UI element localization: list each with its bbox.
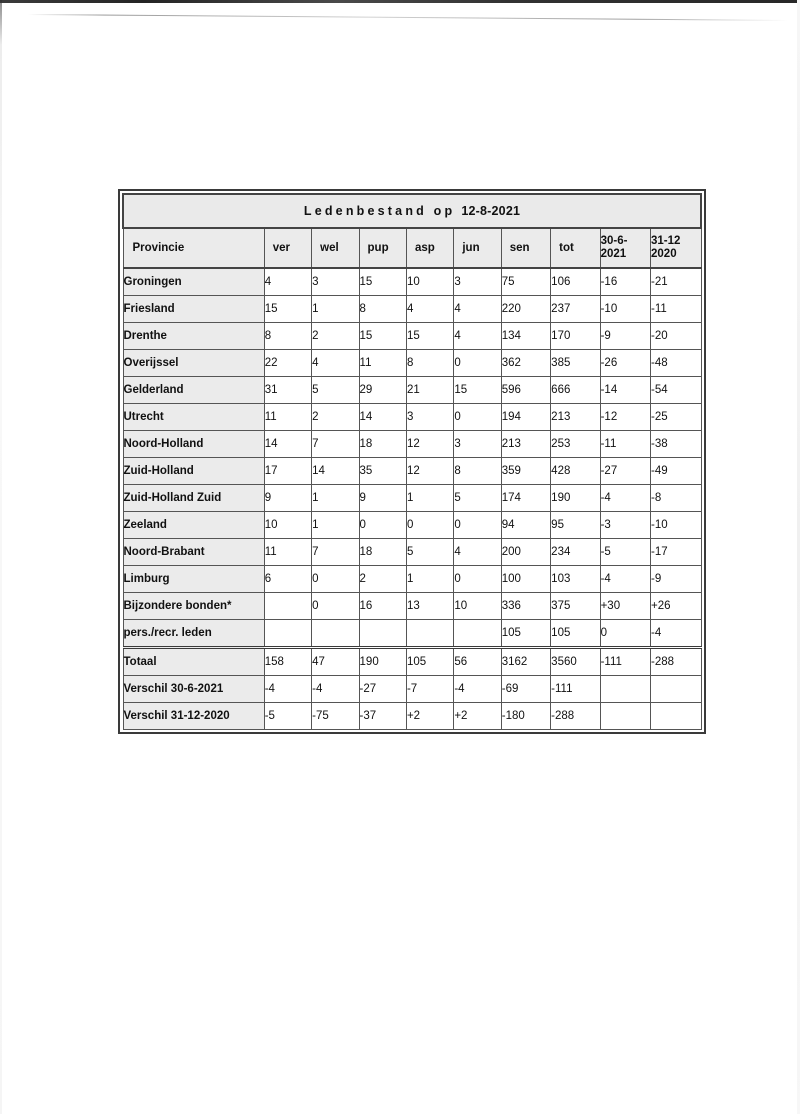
cell-pup: 11	[359, 350, 406, 377]
cell-jun: 0	[454, 350, 501, 377]
cell-pup: -27	[359, 676, 406, 703]
table-row	[123, 404, 701, 431]
cell-sen: 94	[501, 512, 550, 539]
cell-tot: 95	[551, 512, 600, 539]
cell-jun: -4	[454, 676, 501, 703]
cell-jun	[454, 620, 501, 648]
column-header-pup: pup	[359, 228, 406, 268]
cell-ver: 10	[264, 512, 311, 539]
cell-sen: 359	[501, 458, 550, 485]
column-header-provincie: Provincie	[123, 228, 264, 268]
cell-jun: 5	[454, 485, 501, 512]
cell-cmp2: -10	[651, 512, 701, 539]
cell-tot: 105	[551, 620, 600, 648]
cell-sen: 220	[501, 296, 550, 323]
cell-wel	[312, 620, 359, 648]
cell-pup	[359, 620, 406, 648]
cell-ver	[264, 620, 311, 648]
cell-ver: 8	[264, 323, 311, 350]
cell-ver: 11	[264, 539, 311, 566]
cell-tot: 106	[551, 268, 600, 296]
cell-pup: 2	[359, 566, 406, 593]
cell-cmp2: -21	[651, 268, 701, 296]
cell-ver: 15	[264, 296, 311, 323]
cell-pup: 15	[359, 323, 406, 350]
row-label: Friesland	[123, 296, 264, 323]
cell-wel: 2	[312, 323, 359, 350]
column-header-cmp2	[651, 228, 701, 268]
cell-cmp2: -9	[651, 566, 701, 593]
table-row	[123, 485, 701, 512]
table-row	[123, 620, 701, 648]
cell-pup: 14	[359, 404, 406, 431]
cell-pup: 18	[359, 539, 406, 566]
cell-wel: 47	[312, 648, 359, 676]
cell-wel: -75	[312, 703, 359, 730]
cell-asp: 105	[406, 648, 453, 676]
members-table	[122, 193, 702, 730]
cell-jun: 3	[454, 268, 501, 296]
scan-left-edge-artifact	[0, 0, 2, 1114]
cell-tot: 3560	[551, 648, 600, 676]
cell-tot: 213	[551, 404, 600, 431]
cell-cmp2: -288	[651, 648, 701, 676]
cell-cmp2: -17	[651, 539, 701, 566]
table-header-row	[123, 228, 701, 268]
cell-cmp2: -48	[651, 350, 701, 377]
cell-wel: 1	[312, 512, 359, 539]
cell-pup: 0	[359, 512, 406, 539]
table-row	[123, 676, 701, 703]
column-header-line2: 2020	[651, 248, 677, 260]
cell-cmp1: +30	[600, 593, 650, 620]
cell-jun: 3	[454, 431, 501, 458]
table-row	[123, 703, 701, 730]
cell-jun: 4	[454, 323, 501, 350]
cell-tot: 190	[551, 485, 600, 512]
row-label: Drenthe	[123, 323, 264, 350]
cell-sen: 75	[501, 268, 550, 296]
cell-ver: 31	[264, 377, 311, 404]
cell-asp: 15	[406, 323, 453, 350]
cell-tot: -111	[551, 676, 600, 703]
row-label: Bijzondere bonden*	[123, 593, 264, 620]
table-title-label: Ledenbestand op	[303, 204, 456, 218]
row-label: Utrecht	[123, 404, 264, 431]
cell-asp: -7	[406, 676, 453, 703]
cell-pup: 18	[359, 431, 406, 458]
cell-jun: 0	[454, 512, 501, 539]
cell-pup: 35	[359, 458, 406, 485]
cell-cmp1: -16	[600, 268, 650, 296]
cell-sen: 200	[501, 539, 550, 566]
cell-cmp1: -9	[600, 323, 650, 350]
row-label: Verschil 30-6-2021	[123, 676, 264, 703]
cell-pup: 15	[359, 268, 406, 296]
cell-wel: 5	[312, 377, 359, 404]
table-row	[123, 648, 701, 676]
cell-ver: 17	[264, 458, 311, 485]
column-header-line1: 30-6-	[600, 234, 628, 247]
column-header-tot: tot	[551, 228, 600, 268]
cell-ver: 6	[264, 566, 311, 593]
cell-ver: 4	[264, 268, 311, 296]
cell-wel: 7	[312, 539, 359, 566]
cell-jun: 8	[454, 458, 501, 485]
cell-sen: 362	[501, 350, 550, 377]
cell-pup: 190	[359, 648, 406, 676]
row-label: Zuid-Holland	[123, 458, 264, 485]
column-header-sen: sen	[501, 228, 550, 268]
cell-wel: 0	[312, 566, 359, 593]
cell-sen: 213	[501, 431, 550, 458]
cell-tot: 385	[551, 350, 600, 377]
table-row	[123, 566, 701, 593]
cell-cmp1: -27	[600, 458, 650, 485]
table-row	[123, 512, 701, 539]
cell-jun: 10	[454, 593, 501, 620]
cell-tot: 170	[551, 323, 600, 350]
cell-cmp1: -12	[600, 404, 650, 431]
row-label: Gelderland	[123, 377, 264, 404]
cell-cmp1: -11	[600, 431, 650, 458]
cell-ver: 9	[264, 485, 311, 512]
table-row	[123, 458, 701, 485]
cell-pup: 16	[359, 593, 406, 620]
column-header-jun: jun	[454, 228, 501, 268]
cell-jun: 0	[454, 566, 501, 593]
cell-wel: 2	[312, 404, 359, 431]
cell-pup: 8	[359, 296, 406, 323]
cell-cmp2: -11	[651, 296, 701, 323]
row-label: Totaal	[123, 648, 264, 676]
cell-cmp2: -4	[651, 620, 701, 648]
cell-asp	[406, 620, 453, 648]
cell-sen: -180	[501, 703, 550, 730]
row-label: Noord-Holland	[123, 431, 264, 458]
cell-ver: 158	[264, 648, 311, 676]
table-title-row	[123, 194, 701, 228]
cell-jun: +2	[454, 703, 501, 730]
table-row	[123, 377, 701, 404]
cell-wel: 14	[312, 458, 359, 485]
cell-wel: 1	[312, 485, 359, 512]
cell-asp: 10	[406, 268, 453, 296]
column-header-asp: asp	[406, 228, 453, 268]
cell-asp: 8	[406, 350, 453, 377]
cell-cmp2	[651, 676, 701, 703]
cell-ver: -5	[264, 703, 311, 730]
cell-cmp1: -26	[600, 350, 650, 377]
row-label: Zuid-Holland Zuid	[123, 485, 264, 512]
column-header-wel: wel	[312, 228, 359, 268]
column-header-ver: ver	[264, 228, 311, 268]
cell-asp: 13	[406, 593, 453, 620]
cell-tot: 234	[551, 539, 600, 566]
cell-tot: -288	[551, 703, 600, 730]
cell-wel: 0	[312, 593, 359, 620]
cell-asp: 1	[406, 485, 453, 512]
cell-tot: 428	[551, 458, 600, 485]
cell-ver: 11	[264, 404, 311, 431]
cell-tot: 375	[551, 593, 600, 620]
cell-jun: 4	[454, 539, 501, 566]
members-table-body	[123, 194, 701, 730]
row-label: Zeeland	[123, 512, 264, 539]
table-row	[123, 539, 701, 566]
cell-sen: 194	[501, 404, 550, 431]
cell-asp: 3	[406, 404, 453, 431]
cell-cmp1: -4	[600, 566, 650, 593]
column-header-line1: 31-12	[651, 234, 681, 247]
row-label: pers./recr. leden	[123, 620, 264, 648]
cell-sen: 174	[501, 485, 550, 512]
row-label: Limburg	[123, 566, 264, 593]
cell-wel: -4	[312, 676, 359, 703]
scan-top-edge-artifact	[0, 0, 800, 3]
cell-ver: -4	[264, 676, 311, 703]
cell-cmp2: -20	[651, 323, 701, 350]
cell-wel: 4	[312, 350, 359, 377]
cell-tot: 103	[551, 566, 600, 593]
table-row	[123, 593, 701, 620]
cell-cmp2: -49	[651, 458, 701, 485]
cell-sen: 596	[501, 377, 550, 404]
cell-jun: 56	[454, 648, 501, 676]
cell-jun: 15	[454, 377, 501, 404]
cell-cmp2: -25	[651, 404, 701, 431]
cell-cmp2	[651, 703, 701, 730]
cell-sen: 100	[501, 566, 550, 593]
column-header-line2: 2021	[600, 248, 627, 260]
row-label: Noord-Brabant	[123, 539, 264, 566]
table-title-cell	[123, 194, 701, 228]
cell-asp: 5	[406, 539, 453, 566]
cell-tot: 253	[551, 431, 600, 458]
cell-tot: 237	[551, 296, 600, 323]
row-label: Groningen	[123, 268, 264, 296]
cell-cmp1: -3	[600, 512, 650, 539]
cell-jun: 0	[454, 404, 501, 431]
cell-sen: 336	[501, 593, 550, 620]
cell-asp: 0	[406, 512, 453, 539]
cell-tot: 666	[551, 377, 600, 404]
cell-cmp1	[600, 703, 650, 730]
cell-pup: 9	[359, 485, 406, 512]
column-header-cmp1	[600, 228, 650, 268]
cell-cmp1: -4	[600, 485, 650, 512]
cell-wel: 3	[312, 268, 359, 296]
table-title-date: 12-8-2021	[461, 204, 521, 218]
cell-asp: 4	[406, 296, 453, 323]
cell-asp: 1	[406, 566, 453, 593]
cell-sen: -69	[501, 676, 550, 703]
cell-cmp1: 0	[600, 620, 650, 648]
cell-sen: 3162	[501, 648, 550, 676]
cell-asp: 12	[406, 458, 453, 485]
cell-asp: 12	[406, 431, 453, 458]
cell-pup: -37	[359, 703, 406, 730]
cell-cmp2: -54	[651, 377, 701, 404]
cell-ver	[264, 593, 311, 620]
cell-cmp1	[600, 676, 650, 703]
cell-ver: 22	[264, 350, 311, 377]
cell-cmp1: -111	[600, 648, 650, 676]
cell-cmp1: -10	[600, 296, 650, 323]
cell-asp: +2	[406, 703, 453, 730]
cell-wel: 7	[312, 431, 359, 458]
cell-asp: 21	[406, 377, 453, 404]
table-row	[123, 296, 701, 323]
cell-sen: 105	[501, 620, 550, 648]
cell-wel: 1	[312, 296, 359, 323]
table-row	[123, 350, 701, 377]
members-table-container	[118, 189, 706, 734]
table-row	[123, 268, 701, 296]
table-row	[123, 431, 701, 458]
cell-sen: 134	[501, 323, 550, 350]
cell-cmp2: +26	[651, 593, 701, 620]
cell-cmp1: -14	[600, 377, 650, 404]
row-label: Verschil 31-12-2020	[123, 703, 264, 730]
scan-line-artifact	[28, 14, 788, 21]
cell-ver: 14	[264, 431, 311, 458]
cell-cmp2: -8	[651, 485, 701, 512]
table-row	[123, 323, 701, 350]
cell-cmp2: -38	[651, 431, 701, 458]
cell-jun: 4	[454, 296, 501, 323]
cell-pup: 29	[359, 377, 406, 404]
row-label: Overijssel	[123, 350, 264, 377]
cell-cmp1: -5	[600, 539, 650, 566]
